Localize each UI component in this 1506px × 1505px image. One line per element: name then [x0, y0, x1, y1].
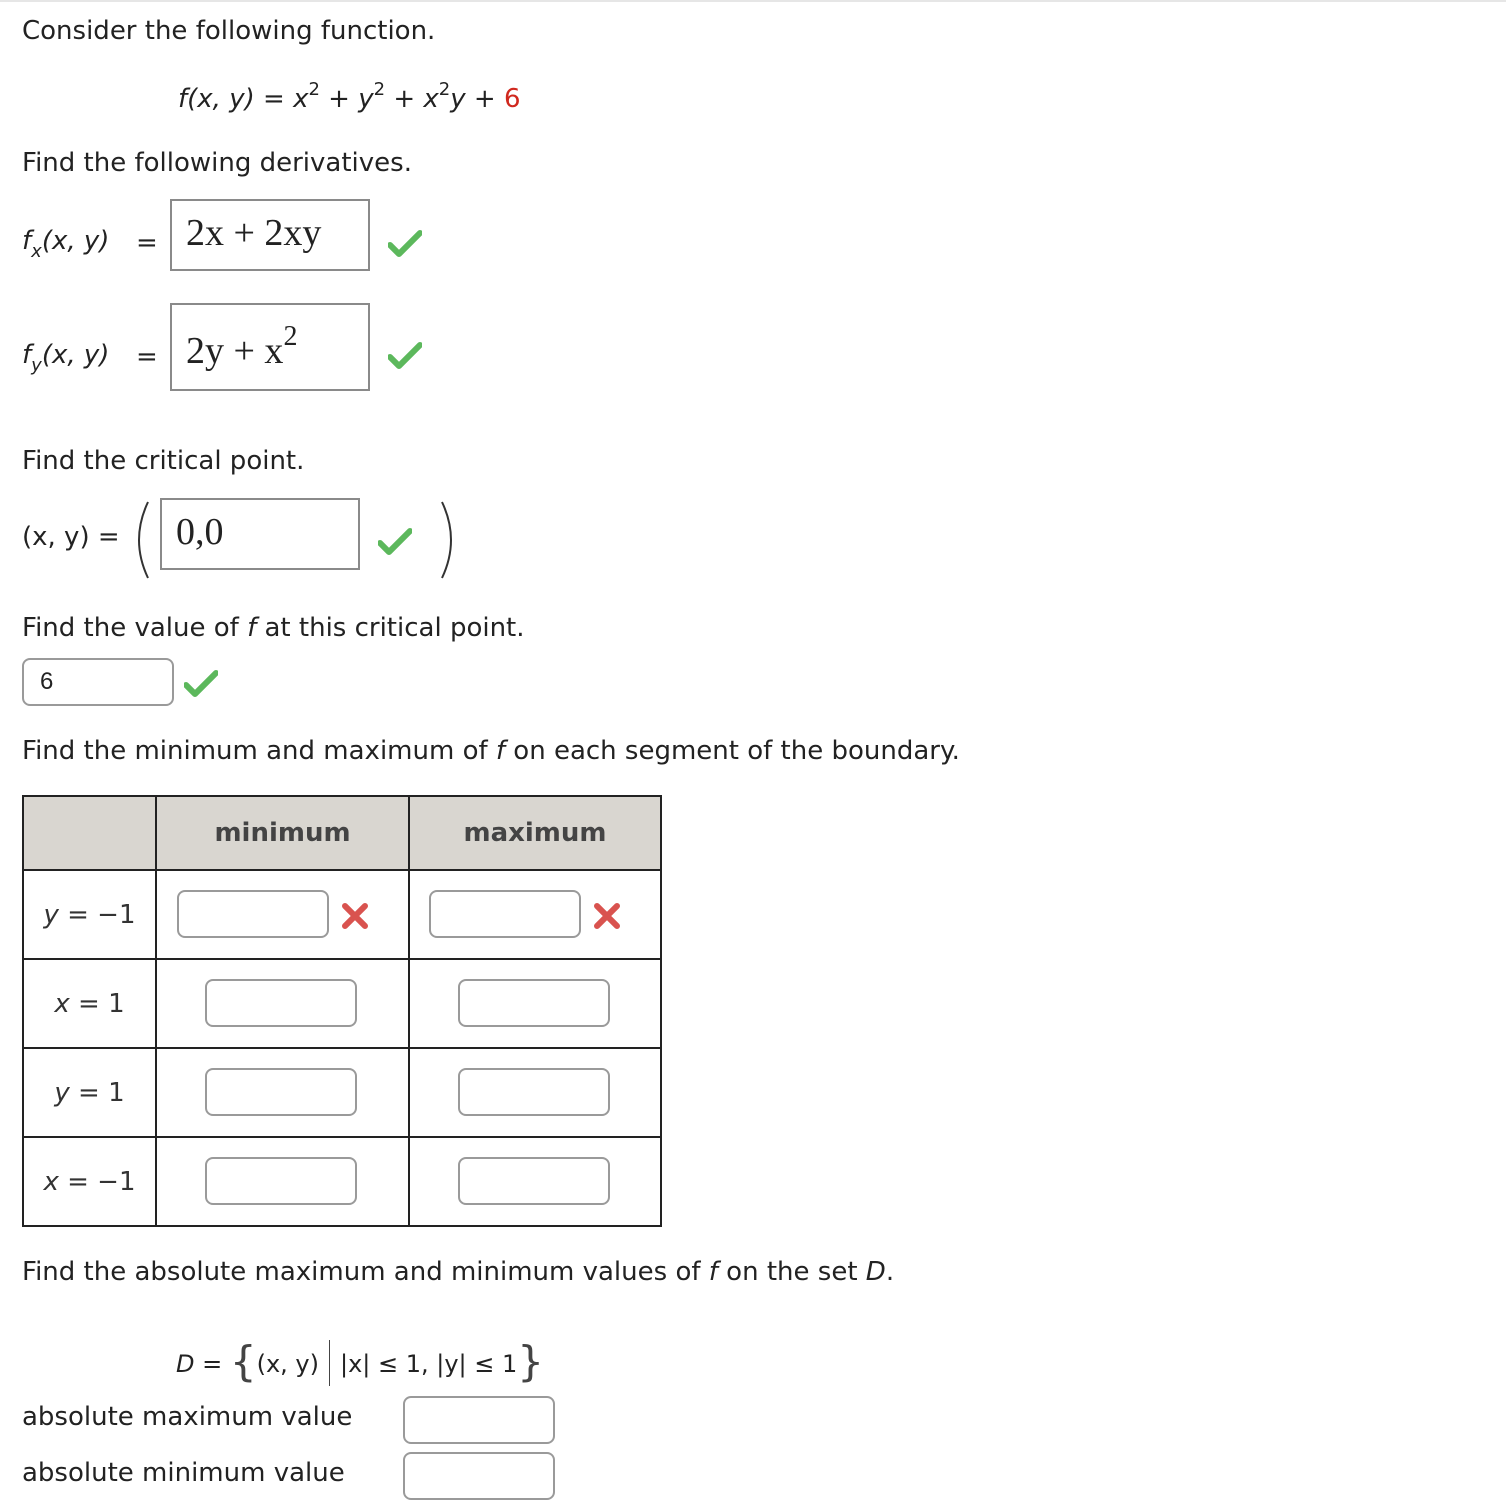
term-x: x: [293, 84, 309, 114]
table-header-row: [23, 796, 661, 870]
critical-point-label: (x, y) =: [22, 522, 120, 552]
min-cell: [156, 959, 409, 1048]
close-paren-icon: [436, 500, 464, 580]
critical-point-check-icon: [378, 528, 412, 556]
min-input[interactable]: [205, 1157, 357, 1205]
min-cell: [156, 870, 409, 959]
row-var: x: [43, 1166, 59, 1197]
abs-min-label: absolute minimum value: [22, 1458, 345, 1488]
max-input[interactable]: [429, 890, 581, 938]
min-cell: [156, 1137, 409, 1226]
max-input[interactable]: [458, 979, 610, 1027]
value-prompt: [22, 613, 525, 643]
top-divider: [0, 0, 1506, 2]
function-constant: 6: [503, 84, 521, 114]
value-check-icon: [184, 670, 218, 698]
min-input[interactable]: [177, 890, 329, 938]
set-label: D: [176, 1350, 195, 1378]
f: f: [22, 226, 32, 256]
open-paren-icon: [126, 500, 154, 580]
fy-answer-box[interactable]: [170, 303, 370, 391]
fx-check-icon: [388, 230, 422, 258]
absolute-prompt-end: .: [885, 1257, 895, 1287]
boundary-prompt: [22, 736, 960, 766]
table-row: [23, 1048, 661, 1137]
min-input[interactable]: [205, 979, 357, 1027]
absolute-prompt: [22, 1257, 894, 1287]
row-var: x: [54, 988, 70, 1019]
max-incorrect-icon: [593, 902, 621, 930]
row-label: [23, 1048, 156, 1137]
table-row: [23, 870, 661, 959]
set-divider: [329, 1340, 330, 1386]
fx-answer-box[interactable]: [170, 199, 370, 271]
set-left: (x, y): [256, 1350, 319, 1378]
value-prompt-pre: Find the value of: [22, 613, 248, 643]
plus: +: [319, 84, 359, 114]
abs-max-input[interactable]: [403, 1396, 555, 1444]
boundary-prompt-post: on each segment of the boundary.: [505, 736, 960, 766]
boundary-prompt-pre: Find the minimum and maximum of: [22, 736, 496, 766]
row-rest: = 1: [69, 988, 125, 1019]
open-brace-icon: {: [229, 1337, 257, 1386]
fy-equals: =: [136, 342, 158, 372]
max-cell: [409, 959, 661, 1048]
header-maximum: maximum: [409, 796, 661, 870]
fy-args: (x, y): [41, 340, 110, 370]
max-input[interactable]: [458, 1068, 610, 1116]
row-label: [23, 1137, 156, 1226]
row-label: [23, 870, 156, 959]
fy-label: [22, 340, 110, 376]
max-input[interactable]: [458, 1157, 610, 1205]
f: f: [22, 340, 32, 370]
value-prompt-post: at this critical point.: [256, 613, 525, 643]
term-y: y: [358, 84, 374, 114]
row-var: y: [43, 899, 59, 930]
function-lhs: f(x, y) =: [178, 84, 294, 114]
critical-point-box[interactable]: [160, 498, 360, 570]
term-x2y-tail: y: [450, 84, 466, 114]
min-input[interactable]: [205, 1068, 357, 1116]
fx-answer: 2x + 2xy: [186, 212, 322, 254]
header-blank: [23, 796, 156, 870]
max-cell: [409, 1137, 661, 1226]
min-incorrect-icon: [341, 902, 369, 930]
absolute-prompt-D: D: [865, 1257, 886, 1287]
absolute-prompt-pre: Find the absolute maximum and minimum values of: [22, 1257, 709, 1287]
intro-text: Consider the following function.: [22, 16, 436, 46]
boundary-table: [22, 795, 662, 1227]
critical-point-answer: 0,0: [176, 511, 224, 553]
fy-answer-exp: 2: [283, 321, 298, 352]
fx-args: (x, y): [41, 226, 110, 256]
fx-label: [22, 226, 110, 262]
value-prompt-f: f: [247, 613, 257, 643]
table-row: [23, 1137, 661, 1226]
critical-point-prompt: Find the critical point.: [22, 446, 305, 476]
row-rest: = −1: [58, 899, 136, 930]
set-definition: [176, 1333, 544, 1386]
close-brace-icon: }: [517, 1337, 544, 1386]
fy-answer: [186, 321, 298, 373]
exp: 2: [308, 79, 320, 100]
abs-max-label: absolute maximum value: [22, 1402, 353, 1432]
exp: 2: [373, 79, 386, 100]
function-expression: [178, 79, 521, 114]
plus: +: [385, 84, 424, 114]
abs-min-input[interactable]: [403, 1452, 555, 1500]
row-var: y: [54, 1077, 70, 1108]
fx-equals: =: [136, 228, 158, 258]
table-row: [23, 959, 661, 1048]
row-rest: = 1: [69, 1077, 125, 1108]
set-equals: =: [194, 1350, 230, 1378]
value-input[interactable]: 6: [22, 658, 174, 706]
boundary-prompt-f: f: [495, 736, 506, 766]
absolute-prompt-mid: on the set: [717, 1257, 866, 1287]
row-rest: = −1: [58, 1166, 136, 1197]
absolute-prompt-f: f: [708, 1257, 718, 1287]
max-cell: [409, 870, 661, 959]
set-right: |x| ≤ 1, |y| ≤ 1: [339, 1350, 518, 1378]
header-minimum: minimum: [156, 796, 409, 870]
derivatives-prompt: Find the following derivatives.: [22, 148, 412, 178]
term-x2y: x: [423, 84, 439, 114]
row-label: [23, 959, 156, 1048]
sub-x: x: [31, 241, 42, 262]
fy-check-icon: [388, 342, 422, 370]
max-cell: [409, 1048, 661, 1137]
plus: +: [465, 84, 504, 114]
sub-y: y: [31, 355, 42, 376]
fy-answer-base: 2y + x: [186, 330, 284, 372]
min-cell: [156, 1048, 409, 1137]
exp: 2: [438, 79, 451, 100]
